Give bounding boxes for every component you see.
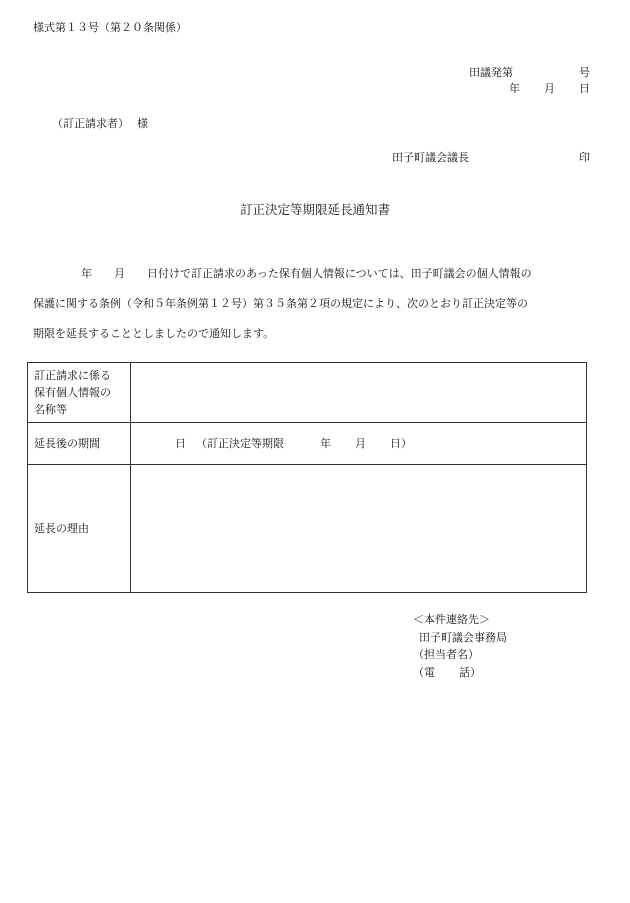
notice-body	[33, 259, 590, 349]
body-month: 月	[114, 267, 125, 280]
table-row-info-name	[28, 363, 587, 423]
document-title: 訂正決定等期限延長通知書	[239, 202, 390, 217]
sender-seal: 印	[579, 151, 590, 164]
extended-period-value[interactable]	[131, 423, 587, 465]
info-name-label: 訂正請求に係る 保有個人情報の 名称等	[28, 363, 131, 423]
sender	[392, 152, 590, 163]
recipient-label: （訂正請求者）	[52, 117, 129, 130]
body-line-2: 保護に関する条例（令和５年条例第１２号）第３５条第２項の規定により、次のとおり訂正決定等の	[33, 297, 528, 310]
issue-date	[509, 83, 590, 94]
period-day-end: 日）	[390, 437, 412, 450]
sender-name: 田子町議会議長	[392, 151, 469, 164]
period-month: 月	[355, 437, 366, 450]
recipient-honorific: 様	[137, 117, 148, 130]
info-name-value[interactable]	[131, 363, 587, 423]
extension-reason-label: 延長の理由	[28, 465, 131, 593]
body-line-3: 期限を延長することとしましたので通知します。	[33, 327, 275, 340]
date-day: 日	[579, 82, 590, 95]
contact-info	[413, 611, 507, 681]
date-year: 年	[509, 82, 520, 95]
date-month: 月	[544, 82, 555, 95]
table-row-extension-reason	[28, 465, 587, 593]
form-number: 様式第１３号（第２０条関係）	[33, 21, 187, 34]
period-day: 日	[175, 437, 186, 450]
extension-details-table	[27, 362, 587, 593]
contact-phone-open: （電	[413, 665, 435, 679]
contact-phone	[413, 664, 507, 682]
doc-number-suffix: 号	[579, 66, 590, 79]
period-year: 年	[320, 437, 331, 450]
extension-reason-value[interactable]	[131, 465, 587, 593]
contact-office: 田子町議会事務局	[419, 630, 507, 644]
period-deadline-label: （訂正決定等期限	[196, 437, 284, 450]
body-year: 年	[81, 267, 92, 280]
extended-period-label: 延長後の期間	[28, 423, 131, 465]
contact-person: （担当者名）	[413, 648, 479, 661]
body-line-1	[33, 259, 590, 289]
doc-number-prefix: 田議発第	[469, 66, 513, 79]
document-number	[469, 67, 590, 78]
table-row-extended-period	[28, 423, 587, 465]
contact-phone-close: 話）	[459, 665, 481, 679]
body-line-1-text: 日付けで訂正請求のあった保有個人情報については、田子町議会の個人情報の	[147, 267, 532, 280]
recipient	[52, 118, 148, 129]
contact-heading: ＜本件連絡先＞	[413, 613, 490, 626]
